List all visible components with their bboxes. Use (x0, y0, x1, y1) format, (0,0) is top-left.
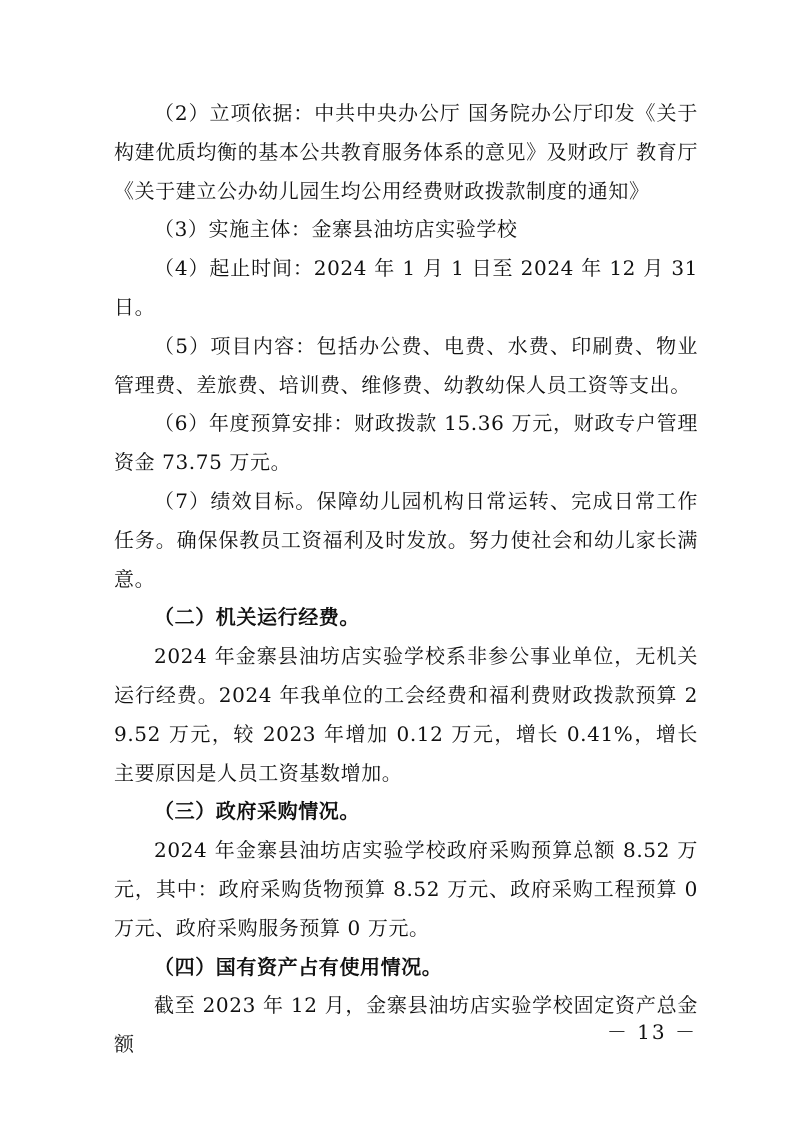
page-number: － 13 － (606, 1020, 697, 1044)
paragraph-content: （5）项目内容：包括办公费、电费、水费、印刷费、物业管理费、差旅费、培训费、维修费、幼教幼保人员工资等支出。 (114, 333, 698, 397)
document-body (114, 94, 698, 1064)
paragraph-budget: （6）年度预算安排：财政拨款 15.36 万元，财政专户管理资金 73.75 万元。 (114, 411, 698, 475)
paragraph-procurement: 2024 年金寨县油坊店实验学校政府采购预算总额 8.52 万元，其中：政府采购货物预算 8.52 万元、政府采购工程预算 0 万元、政府采购服务预算 0 万元。 (114, 838, 698, 940)
paragraph-assets: 截至 2023 年 12 月，金寨县油坊店实验学校固定资产总金额 (114, 993, 698, 1057)
paragraph-operating-funds: 2024 年金寨县油坊店实验学校系非参公事业单位，无机关运行经费。2024 年我单位的工会经费和福利费财政拨款预算 29.52 万元，较 2023 年增加 0.12 万元，增长 0.41%，增长主要原因是人员工资基数增加。 (114, 644, 698, 785)
paragraph-goals: （7）绩效目标。保障幼儿园机构日常运转、完成日常工作任务。确保保教员工资福利及时发放。努力使社会和幼儿家长满意。 (114, 488, 698, 591)
section-heading-operating-funds: （二）机关运行经费。 (154, 605, 360, 630)
paragraph-implementer: （3）实施主体：金寨县油坊店实验学校 (154, 217, 518, 242)
paragraph-basis: （2）立项依据：中共中央办公厅 国务院办公厅印发《关于构建优质均衡的基本公共教育服务体系的意见》及财政厅 教育厅《关于建立公办幼儿园生均公用经费财政拨款制度的通知》 (114, 101, 698, 203)
section-heading-procurement: （三）政府采购情况。 (154, 799, 360, 824)
paragraph-period: （4）起止时间：2024 年 1 月 1 日至 2024 年 12 月 31 日。 (114, 256, 698, 319)
section-heading-assets: （四）国有资产占有使用情况。 (154, 954, 443, 979)
